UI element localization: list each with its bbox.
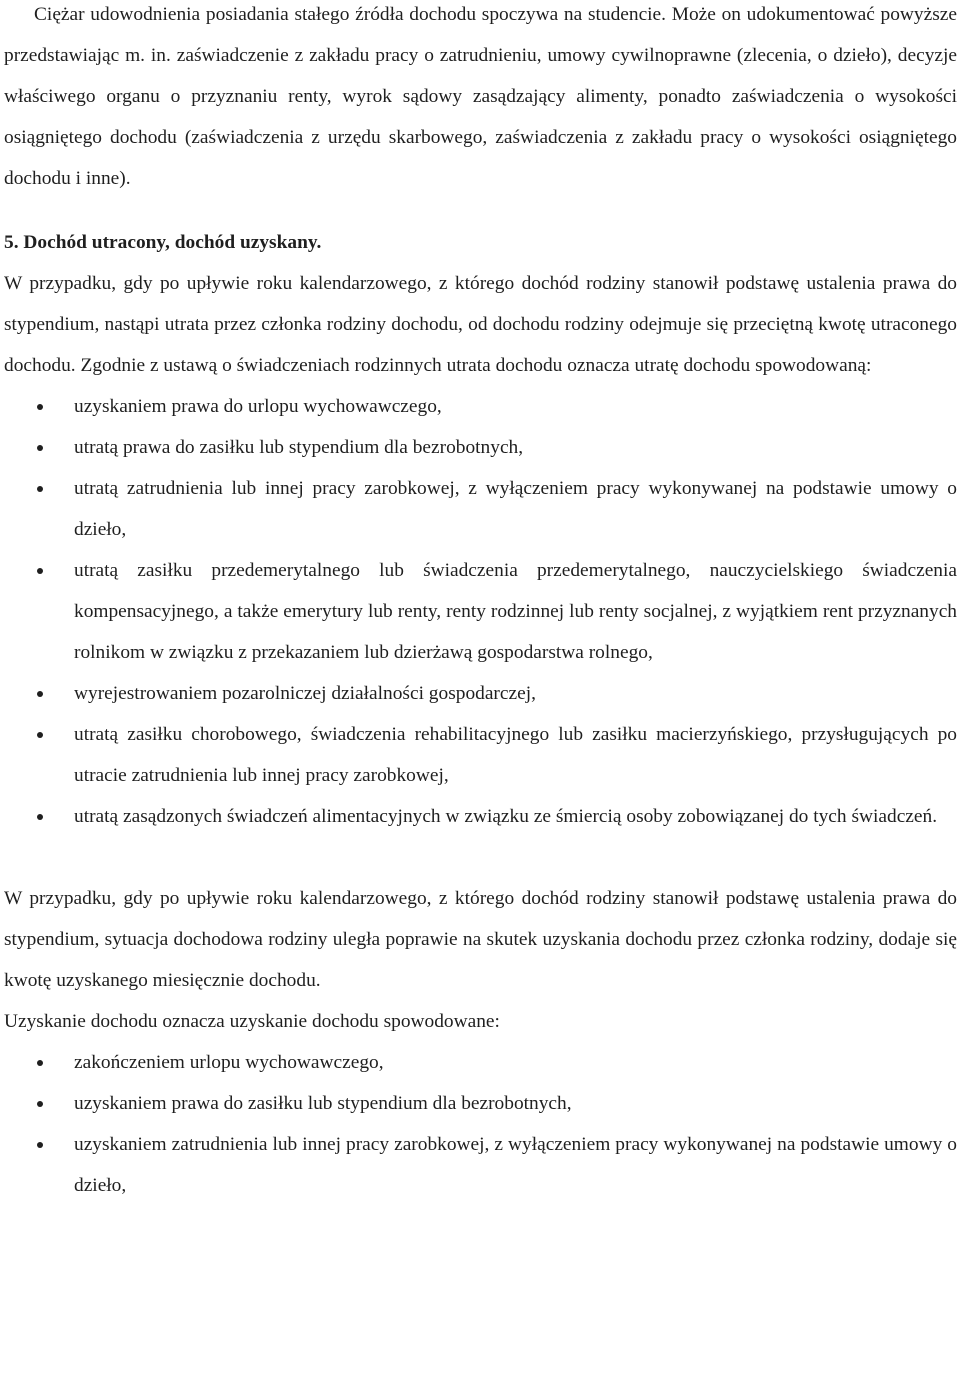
list-item-text: utratą zasądzonych świadczeń alimentacyjnych w związku ze śmiercią osoby zobowiązanej do tych świadczeń. — [74, 806, 938, 827]
list-item — [4, 714, 957, 796]
list-item — [4, 427, 957, 468]
list-item-text: utratą zasiłku przedemerytalnego lub świadczenia przedemerytalnego, nauczycielskiego świadczenia kompensacyjnego, a także emerytury lub renty, renty rodzinnej lub renty socjalnej, z wyjątkiem rent przyznanych rolnikom w związku z przekazaniem lub dzierżawą gospodarstwa rolnego, — [74, 560, 957, 663]
list-item — [4, 796, 957, 837]
bullet-icon — [37, 404, 43, 410]
bullet-icon — [37, 445, 43, 451]
list-item-text: utratą prawa do zasiłku lub stypendium dla bezrobotnych, — [74, 437, 524, 458]
bullet-icon — [37, 1101, 43, 1107]
bullet-icon — [37, 691, 43, 697]
list-item — [4, 1042, 957, 1083]
bullet-icon — [37, 486, 43, 492]
lost-income-paragraph: W przypadku, gdy po upływie roku kalendarzowego, z którego dochód rodziny stanowił podstawę ustalenia prawa do stypendium, nastąpi utrata przez członka rodziny dochodu, od dochodu rodziny odejmuje się przeciętną kwotę utraconego dochodu. Zgodnie z ustawą o świadczeniach rodzinnych utrata dochodu oznacza utratę dochodu spowodowaną: — [4, 273, 957, 376]
gained-income-list — [4, 1042, 957, 1206]
document-page — [4, 0, 957, 1206]
list-item-text: zakończeniem urlopu wychowawczego, — [74, 1052, 384, 1073]
gained-income-paragraph: W przypadku, gdy po upływie roku kalendarzowego, z którego dochód rodziny stanowił podstawę ustalenia prawa do stypendium, sytuacja dochodowa rodziny uległa poprawie na skutek uzyskania dochodu przez członka rodziny, dodaje się kwotę uzyskanego miesięcznie dochodu. — [4, 888, 957, 991]
lost-income-list — [4, 386, 957, 837]
bullet-icon — [37, 814, 43, 820]
list-item-text: uzyskaniem zatrudnienia lub innej pracy zarobkowej, z wyłączeniem pracy wykonywanej na podstawie umowy o dzieło, — [74, 1134, 957, 1196]
list-item — [4, 673, 957, 714]
list-item — [4, 468, 957, 550]
list-item-text: utratą zatrudnienia lub innej pracy zarobkowej, z wyłączeniem pracy wykonywanej na podstawie umowy o dzieło, — [74, 478, 957, 540]
intro-paragraph: Ciężar udowodnienia posiadania stałego źródła dochodu spoczywa na studencie. Może on udokumentować powyższe przedstawiając m. in. zaświadczenie z zakładu pracy o zatrudnieniu, umowy cywilnoprawne (zlecenia, o dzieło), decyzje właściwego organu o przyznaniu renty, wyrok sądowy zasądzający alimenty, ponadto zaświadczenia o wysokości osiągniętego dochodu (zaświadczenia z urzędu skarbowego, zaświadczenia z zakładu pracy o wysokości osiągniętego dochodu i inne). — [4, 4, 957, 189]
list-item-text: uzyskaniem prawa do zasiłku lub stypendium dla bezrobotnych, — [74, 1093, 572, 1114]
list-item — [4, 386, 957, 427]
list-item — [4, 550, 957, 673]
list-item — [4, 1124, 957, 1206]
list-item-text: wyrejestrowaniem pozarolniczej działalności gospodarczej, — [74, 683, 536, 704]
gained-income-lead: Uzyskanie dochodu oznacza uzyskanie dochodu spowodowane: — [4, 1011, 500, 1032]
list-item — [4, 1083, 957, 1124]
bullet-icon — [37, 568, 43, 574]
bullet-icon — [37, 1142, 43, 1148]
section-heading: 5. Dochód utracony, dochód uzyskany. — [4, 232, 322, 253]
paragraph-spacer — [4, 837, 957, 878]
bullet-icon — [37, 732, 43, 738]
bullet-icon — [37, 1060, 43, 1066]
list-item-text: utratą zasiłku chorobowego, świadczenia rehabilitacyjnego lub zasiłku macierzyńskiego, przysługujących po utracie zatrudnienia lub innej pracy zarobkowej, — [74, 724, 957, 786]
list-item-text: uzyskaniem prawa do urlopu wychowawczego, — [74, 396, 442, 417]
